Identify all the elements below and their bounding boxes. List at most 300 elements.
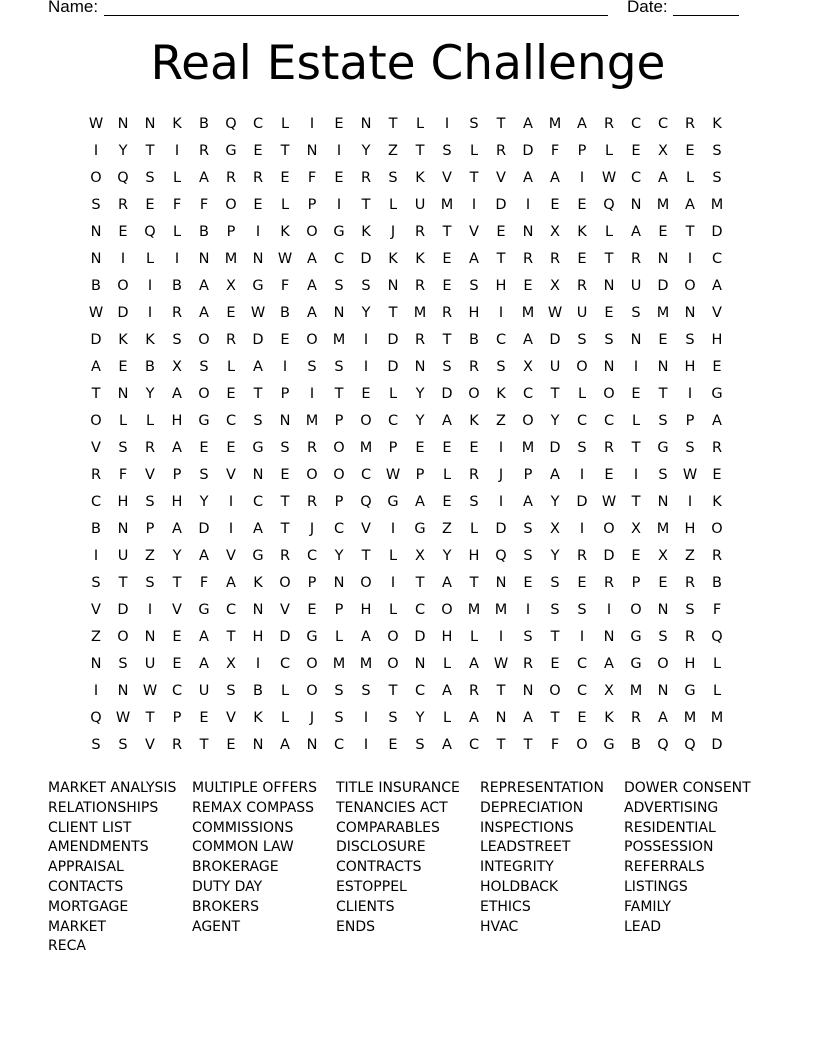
grid-letter[interactable]: I [93, 548, 99, 564]
grid-letter[interactable]: T [658, 386, 668, 402]
grid-letter[interactable]: G [603, 737, 615, 753]
grid-letter[interactable]: L [442, 656, 452, 672]
grid-letter[interactable]: Y [361, 143, 371, 159]
grid-letter[interactable]: G [657, 440, 669, 456]
grid-letter[interactable]: E [442, 278, 452, 294]
grid-letter[interactable]: A [253, 521, 263, 537]
grid-letter[interactable]: E [334, 116, 344, 132]
grid-letter[interactable]: E [631, 548, 641, 564]
grid-letter[interactable]: E [280, 332, 290, 348]
grid-letter[interactable]: N [90, 224, 102, 240]
grid-letter[interactable]: L [388, 548, 398, 564]
grid-letter[interactable]: S [496, 359, 506, 375]
grid-letter[interactable]: M [683, 710, 697, 726]
grid-letter[interactable]: F [199, 197, 209, 213]
grid-letter[interactable]: N [603, 278, 615, 294]
grid-letter[interactable]: G [198, 602, 210, 618]
grid-letter[interactable]: K [496, 386, 506, 402]
grid-letter[interactable]: B [91, 278, 101, 294]
grid-letter[interactable]: A [685, 197, 695, 213]
grid-letter[interactable]: S [361, 278, 371, 294]
grid-letter[interactable]: L [469, 629, 479, 645]
grid-letter[interactable]: O [468, 386, 480, 402]
grid-letter[interactable]: A [631, 224, 641, 240]
grid-letter[interactable]: M [359, 440, 373, 456]
grid-letter[interactable]: Y [550, 413, 560, 429]
grid-letter[interactable]: R [171, 305, 183, 321]
grid-letter[interactable]: E [550, 656, 560, 672]
grid-letter[interactable]: D [549, 332, 561, 348]
grid-letter[interactable]: C [630, 116, 642, 132]
grid-letter[interactable]: C [414, 683, 426, 699]
grid-letter[interactable]: I [147, 305, 153, 321]
grid-letter[interactable]: I [633, 467, 639, 483]
grid-letter[interactable]: C [252, 494, 264, 510]
grid-letter[interactable]: C [387, 413, 399, 429]
grid-letter[interactable]: X [658, 548, 668, 564]
grid-letter[interactable]: O [117, 278, 129, 294]
grid-letter[interactable]: E [199, 440, 209, 456]
grid-letter[interactable]: E [253, 143, 263, 159]
grid-letter[interactable]: G [630, 656, 642, 672]
grid-letter[interactable]: S [199, 359, 209, 375]
grid-letter[interactable]: G [387, 494, 399, 510]
grid-letter[interactable]: E [631, 143, 641, 159]
grid-letter[interactable]: L [685, 170, 695, 186]
grid-letter[interactable]: M [710, 197, 724, 213]
grid-letter[interactable]: I [147, 602, 153, 618]
grid-letter[interactable]: X [631, 521, 641, 537]
grid-letter[interactable]: L [118, 413, 128, 429]
grid-letter[interactable]: A [199, 305, 209, 321]
grid-letter[interactable]: N [657, 251, 669, 267]
grid-letter[interactable]: I [579, 629, 585, 645]
grid-letter[interactable]: N [252, 602, 264, 618]
grid-letter[interactable]: C [657, 116, 669, 132]
grid-letter[interactable]: I [255, 656, 261, 672]
grid-letter[interactable]: T [91, 386, 101, 402]
grid-letter[interactable]: I [579, 521, 585, 537]
grid-letter[interactable]: N [360, 116, 372, 132]
grid-letter[interactable]: E [658, 332, 668, 348]
grid-letter[interactable]: T [253, 386, 263, 402]
grid-letter[interactable]: I [390, 521, 396, 537]
grid-letter[interactable]: M [656, 305, 670, 321]
grid-letter[interactable]: T [496, 251, 506, 267]
grid-letter[interactable]: O [306, 656, 318, 672]
grid-letter[interactable]: T [226, 629, 236, 645]
grid-letter[interactable]: N [522, 224, 534, 240]
grid-letter[interactable]: X [226, 656, 236, 672]
grid-letter[interactable]: S [577, 440, 587, 456]
grid-letter[interactable]: R [225, 332, 237, 348]
grid-letter[interactable]: K [712, 116, 722, 132]
grid-letter[interactable]: E [172, 629, 182, 645]
grid-letter[interactable]: E [523, 278, 533, 294]
grid-letter[interactable]: D [198, 521, 210, 537]
grid-letter[interactable]: L [604, 224, 614, 240]
grid-letter[interactable]: D [117, 602, 129, 618]
grid-letter[interactable]: E [172, 656, 182, 672]
grid-letter[interactable]: P [334, 413, 344, 429]
grid-letter[interactable]: I [363, 359, 369, 375]
name-field-line[interactable] [104, 15, 608, 16]
grid-letter[interactable]: A [280, 737, 290, 753]
grid-letter[interactable]: I [255, 224, 261, 240]
grid-letter[interactable]: Z [496, 413, 506, 429]
grid-letter[interactable]: D [90, 332, 102, 348]
grid-letter[interactable]: N [252, 467, 264, 483]
grid-letter[interactable]: B [469, 332, 479, 348]
grid-letter[interactable]: Q [603, 197, 615, 213]
grid-letter[interactable]: U [414, 197, 426, 213]
grid-letter[interactable]: T [550, 386, 560, 402]
grid-letter[interactable]: O [360, 575, 372, 591]
grid-letter[interactable]: S [685, 332, 695, 348]
grid-letter[interactable]: E [550, 197, 560, 213]
grid-letter[interactable]: N [495, 710, 507, 726]
grid-letter[interactable]: S [469, 494, 479, 510]
grid-letter[interactable]: S [685, 440, 695, 456]
grid-letter[interactable]: P [145, 521, 155, 537]
grid-letter[interactable]: D [576, 494, 588, 510]
grid-letter[interactable]: X [550, 521, 560, 537]
grid-letter[interactable]: N [117, 116, 129, 132]
grid-letter[interactable]: B [145, 359, 155, 375]
grid-letter[interactable]: S [334, 359, 344, 375]
grid-letter[interactable]: B [172, 278, 182, 294]
grid-letter[interactable]: R [630, 710, 642, 726]
grid-letter[interactable]: C [90, 494, 102, 510]
grid-letter[interactable]: E [388, 737, 398, 753]
grid-letter[interactable]: V [496, 170, 506, 186]
grid-letter[interactable]: F [199, 575, 209, 591]
grid-letter[interactable]: Z [442, 521, 452, 537]
grid-letter[interactable]: E [712, 359, 722, 375]
grid-letter[interactable]: S [388, 170, 398, 186]
grid-letter[interactable]: N [657, 602, 669, 618]
grid-letter[interactable]: A [550, 170, 560, 186]
grid-letter[interactable]: L [631, 413, 641, 429]
grid-letter[interactable]: N [198, 251, 210, 267]
grid-letter[interactable]: N [117, 386, 129, 402]
grid-letter[interactable]: D [414, 629, 426, 645]
grid-letter[interactable]: C [333, 251, 345, 267]
grid-letter[interactable]: I [498, 494, 504, 510]
grid-letter[interactable]: R [711, 440, 723, 456]
grid-letter[interactable]: E [469, 440, 479, 456]
grid-letter[interactable]: O [225, 197, 237, 213]
grid-letter[interactable]: X [550, 278, 560, 294]
grid-letter[interactable]: C [414, 602, 426, 618]
date-field-line[interactable] [673, 15, 739, 16]
grid-letter[interactable]: E [577, 710, 587, 726]
grid-letter[interactable]: C [576, 683, 588, 699]
grid-letter[interactable]: A [172, 440, 182, 456]
grid-letter[interactable]: T [604, 251, 614, 267]
grid-letter[interactable]: S [118, 656, 128, 672]
grid-letter[interactable]: A [550, 467, 560, 483]
grid-letter[interactable]: E [307, 602, 317, 618]
grid-letter[interactable]: I [633, 359, 639, 375]
grid-letter[interactable]: Y [199, 494, 209, 510]
grid-letter[interactable]: C [333, 521, 345, 537]
grid-letter[interactable]: R [414, 278, 426, 294]
grid-letter[interactable]: K [415, 251, 425, 267]
grid-letter[interactable]: F [712, 602, 722, 618]
grid-letter[interactable]: G [198, 413, 210, 429]
grid-letter[interactable]: N [603, 359, 615, 375]
grid-letter[interactable]: S [685, 602, 695, 618]
grid-letter[interactable]: H [684, 656, 696, 672]
grid-letter[interactable]: R [522, 251, 534, 267]
grid-letter[interactable]: C [333, 737, 345, 753]
grid-letter[interactable]: O [387, 656, 399, 672]
grid-letter[interactable]: E [712, 467, 722, 483]
grid-letter[interactable]: G [684, 683, 696, 699]
grid-letter[interactable]: S [658, 467, 668, 483]
grid-letter[interactable]: A [415, 494, 425, 510]
grid-letter[interactable]: T [469, 575, 479, 591]
grid-letter[interactable]: L [280, 116, 290, 132]
grid-letter[interactable]: R [630, 251, 642, 267]
grid-letter[interactable]: G [225, 143, 237, 159]
grid-letter[interactable]: W [88, 305, 104, 321]
grid-letter[interactable]: E [226, 440, 236, 456]
grid-letter[interactable]: L [577, 386, 587, 402]
grid-letter[interactable]: M [305, 413, 319, 429]
grid-letter[interactable]: P [280, 386, 290, 402]
grid-letter[interactable]: T [145, 143, 155, 159]
grid-letter[interactable]: M [359, 656, 373, 672]
grid-letter[interactable]: S [550, 602, 560, 618]
grid-letter[interactable]: T [388, 683, 398, 699]
grid-letter[interactable]: A [604, 656, 614, 672]
grid-letter[interactable]: I [228, 521, 234, 537]
grid-letter[interactable]: O [333, 440, 345, 456]
grid-letter[interactable]: O [576, 737, 588, 753]
grid-letter[interactable]: I [579, 467, 585, 483]
grid-letter[interactable]: Q [684, 737, 696, 753]
grid-letter[interactable]: I [309, 386, 315, 402]
grid-letter[interactable]: A [199, 170, 209, 186]
grid-letter[interactable]: S [226, 683, 236, 699]
grid-letter[interactable]: A [658, 710, 668, 726]
grid-letter[interactable]: N [252, 737, 264, 753]
grid-letter[interactable]: A [712, 278, 722, 294]
grid-letter[interactable]: S [91, 575, 101, 591]
grid-letter[interactable]: D [522, 143, 534, 159]
grid-letter[interactable]: O [198, 386, 210, 402]
grid-letter[interactable]: N [117, 683, 129, 699]
grid-letter[interactable]: D [279, 629, 291, 645]
grid-letter[interactable]: R [306, 494, 318, 510]
grid-letter[interactable]: C [225, 413, 237, 429]
grid-letter[interactable]: V [361, 521, 371, 537]
grid-letter[interactable]: J [498, 467, 504, 483]
grid-letter[interactable]: M [521, 305, 535, 321]
grid-letter[interactable]: N [630, 332, 642, 348]
grid-letter[interactable]: C [225, 602, 237, 618]
grid-letter[interactable]: T [415, 143, 425, 159]
grid-letter[interactable]: D [252, 332, 264, 348]
grid-letter[interactable]: E [604, 467, 614, 483]
grid-letter[interactable]: T [415, 575, 425, 591]
grid-letter[interactable]: S [469, 116, 479, 132]
grid-letter[interactable]: N [144, 116, 156, 132]
grid-letter[interactable]: D [387, 332, 399, 348]
grid-letter[interactable]: T [685, 224, 695, 240]
grid-letter[interactable]: G [252, 278, 264, 294]
grid-letter[interactable]: Y [550, 548, 560, 564]
grid-letter[interactable]: S [118, 440, 128, 456]
grid-letter[interactable]: D [603, 548, 615, 564]
grid-letter[interactable]: L [280, 710, 290, 726]
grid-letter[interactable]: W [493, 656, 509, 672]
grid-letter[interactable]: G [252, 440, 264, 456]
grid-letter[interactable]: W [88, 116, 104, 132]
grid-letter[interactable]: I [363, 737, 369, 753]
grid-letter[interactable]: I [363, 332, 369, 348]
grid-letter[interactable]: R [603, 440, 615, 456]
grid-letter[interactable]: S [442, 143, 452, 159]
grid-letter[interactable]: M [332, 332, 346, 348]
grid-letter[interactable]: C [306, 548, 318, 564]
grid-letter[interactable]: D [711, 737, 723, 753]
grid-letter[interactable]: T [550, 629, 560, 645]
grid-letter[interactable]: G [252, 548, 264, 564]
grid-letter[interactable]: H [252, 629, 264, 645]
grid-letter[interactable]: A [469, 710, 479, 726]
grid-letter[interactable]: R [225, 170, 237, 186]
grid-letter[interactable]: N [657, 359, 669, 375]
grid-letter[interactable]: Y [415, 413, 425, 429]
grid-letter[interactable]: A [442, 413, 452, 429]
grid-letter[interactable]: L [604, 143, 614, 159]
grid-letter[interactable]: M [332, 656, 346, 672]
grid-letter[interactable]: A [91, 359, 101, 375]
grid-letter[interactable]: I [525, 197, 531, 213]
grid-letter[interactable]: A [523, 116, 533, 132]
grid-letter[interactable]: S [712, 170, 722, 186]
grid-letter[interactable]: A [226, 575, 236, 591]
grid-letter[interactable]: K [172, 116, 182, 132]
grid-letter[interactable]: U [117, 548, 129, 564]
grid-letter[interactable]: H [684, 521, 696, 537]
grid-letter[interactable]: R [603, 116, 615, 132]
grid-letter[interactable]: S [523, 521, 533, 537]
grid-letter[interactable]: Y [118, 143, 128, 159]
grid-letter[interactable]: I [228, 494, 234, 510]
grid-letter[interactable]: A [172, 386, 182, 402]
grid-letter[interactable]: S [145, 170, 155, 186]
grid-letter[interactable]: S [442, 359, 452, 375]
grid-letter[interactable]: N [279, 413, 291, 429]
grid-letter[interactable]: Z [91, 629, 101, 645]
grid-letter[interactable]: O [306, 467, 318, 483]
grid-letter[interactable]: U [630, 278, 642, 294]
grid-letter[interactable]: E [658, 575, 668, 591]
grid-letter[interactable]: P [334, 494, 344, 510]
grid-letter[interactable]: I [363, 710, 369, 726]
grid-letter[interactable]: E [577, 197, 587, 213]
grid-letter[interactable]: B [91, 521, 101, 537]
grid-letter[interactable]: T [388, 305, 398, 321]
grid-letter[interactable]: A [307, 251, 317, 267]
grid-letter[interactable]: E [199, 710, 209, 726]
grid-letter[interactable]: E [280, 170, 290, 186]
grid-letter[interactable]: D [549, 440, 561, 456]
grid-letter[interactable]: A [442, 575, 452, 591]
grid-letter[interactable]: D [441, 386, 453, 402]
grid-letter[interactable]: W [601, 170, 617, 186]
grid-letter[interactable]: J [309, 710, 315, 726]
grid-letter[interactable]: E [253, 197, 263, 213]
grid-letter[interactable]: Z [388, 143, 398, 159]
grid-letter[interactable]: F [550, 143, 560, 159]
grid-letter[interactable]: C [576, 656, 588, 672]
grid-letter[interactable]: O [711, 521, 723, 537]
grid-letter[interactable]: R [495, 143, 507, 159]
grid-letter[interactable]: L [442, 710, 452, 726]
grid-letter[interactable]: O [630, 602, 642, 618]
grid-letter[interactable]: H [468, 305, 480, 321]
grid-letter[interactable]: I [390, 575, 396, 591]
grid-letter[interactable]: N [117, 521, 129, 537]
grid-letter[interactable]: E [523, 575, 533, 591]
grid-letter[interactable]: R [414, 224, 426, 240]
grid-letter[interactable]: A [253, 359, 263, 375]
grid-letter[interactable]: N [306, 143, 318, 159]
grid-letter[interactable]: A [199, 548, 209, 564]
grid-letter[interactable]: M [440, 197, 454, 213]
grid-letter[interactable]: E [442, 251, 452, 267]
grid-letter[interactable]: Y [550, 494, 560, 510]
grid-letter[interactable]: X [226, 278, 236, 294]
grid-letter[interactable]: S [658, 413, 668, 429]
grid-letter[interactable]: V [145, 737, 155, 753]
grid-letter[interactable]: L [442, 467, 452, 483]
grid-letter[interactable]: M [548, 116, 562, 132]
grid-letter[interactable]: E [118, 224, 128, 240]
grid-letter[interactable]: Y [415, 386, 425, 402]
grid-letter[interactable]: S [334, 683, 344, 699]
grid-letter[interactable]: S [172, 332, 182, 348]
grid-letter[interactable]: F [118, 467, 128, 483]
grid-letter[interactable]: N [522, 683, 534, 699]
grid-letter[interactable]: V [469, 224, 479, 240]
grid-letter[interactable]: E [604, 305, 614, 321]
grid-letter[interactable]: U [576, 305, 588, 321]
grid-letter[interactable]: C [576, 413, 588, 429]
grid-letter[interactable]: I [93, 143, 99, 159]
grid-letter[interactable]: L [226, 359, 236, 375]
grid-letter[interactable]: M [656, 197, 670, 213]
grid-letter[interactable]: K [469, 413, 479, 429]
grid-letter[interactable]: N [657, 494, 669, 510]
grid-letter[interactable]: T [442, 332, 452, 348]
grid-letter[interactable]: R [279, 548, 291, 564]
grid-letter[interactable]: M [413, 305, 427, 321]
grid-letter[interactable]: R [684, 575, 696, 591]
grid-letter[interactable]: P [685, 413, 695, 429]
grid-letter[interactable]: E [118, 359, 128, 375]
grid-letter[interactable]: T [388, 116, 398, 132]
grid-letter[interactable]: K [577, 224, 587, 240]
grid-letter[interactable]: R [360, 170, 372, 186]
grid-letter[interactable]: O [306, 224, 318, 240]
grid-letter[interactable]: L [172, 170, 182, 186]
